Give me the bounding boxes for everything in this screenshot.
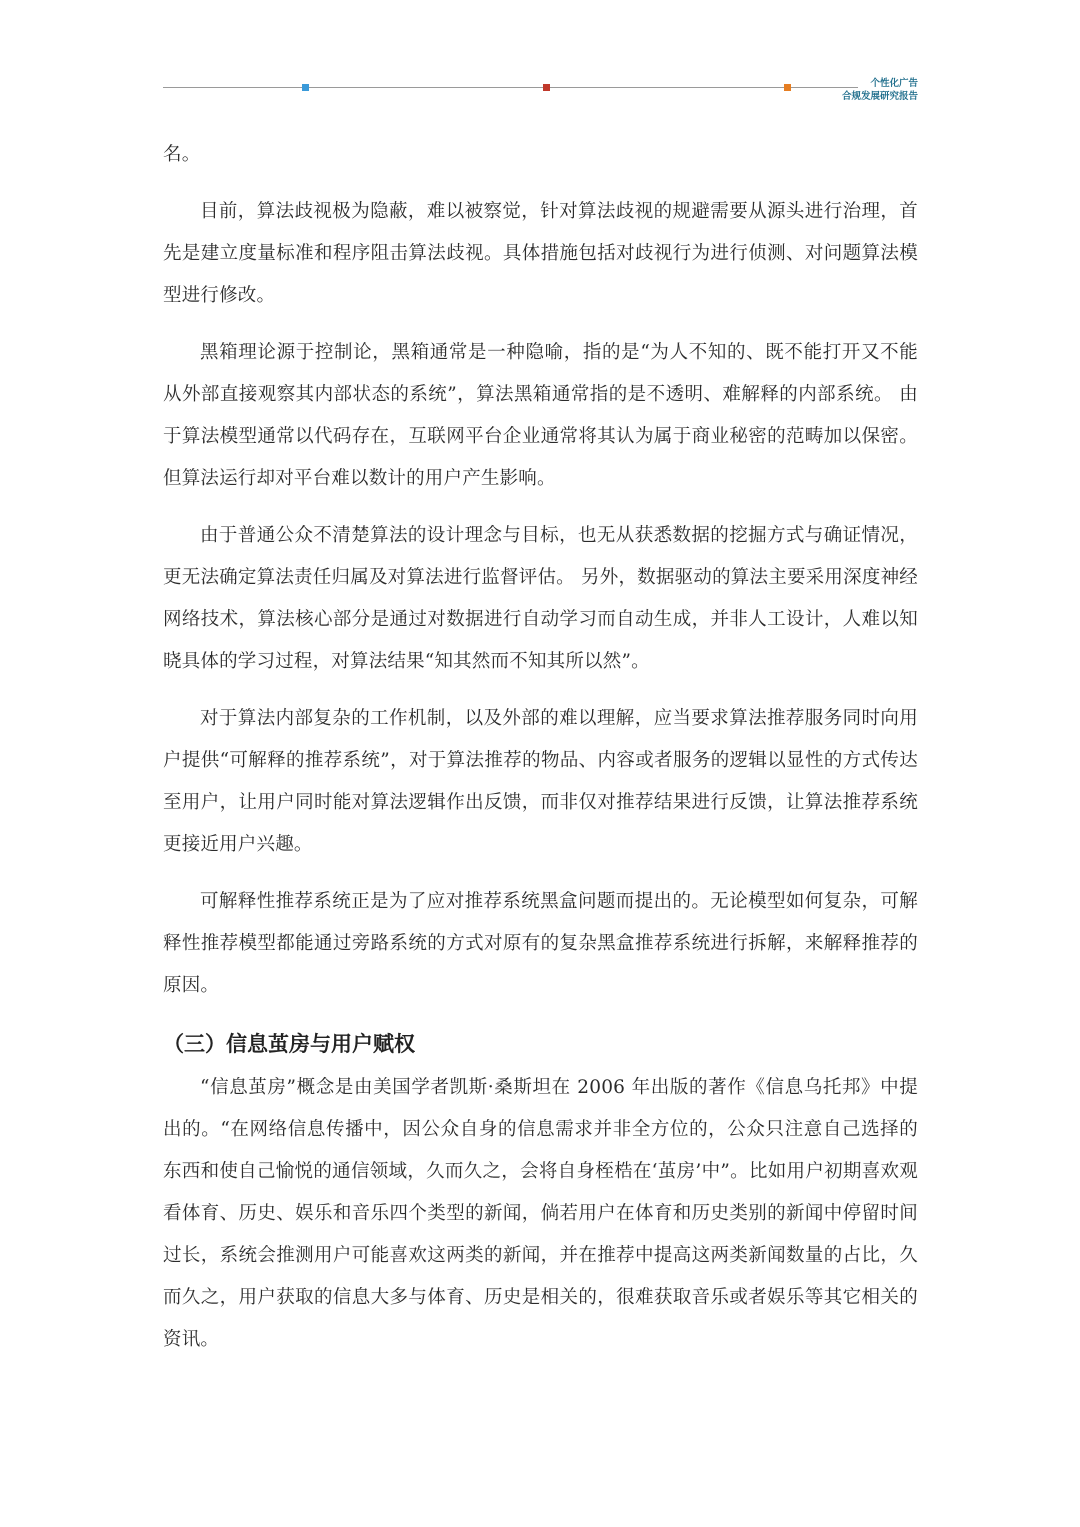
paragraph-explainable-recommendation: 对于算法内部复杂的工作机制，以及外部的难以理解，应当要求算法推荐服务同时向用户提供“可解释的推荐系统”，对于算法推荐的物品、内容或者服务的逻辑以显性的方式传达至用户，让用户同时能对算法逻辑作出反馈，而非仅对推荐结果进行反馈，让算法推荐系统更接近用户兴趣。 — [163, 708, 918, 855]
paragraph-explainable-system: 可解释性推荐系统正是为了应对推荐系统黑盒问题而提出的。无论模型如何复杂，可解释性推荐模型都能通过旁路系统的方式对原有的复杂黑盒推荐系统进行拆解，来解释推荐的原因。 — [163, 891, 918, 996]
section-heading: （三）信息茧房与用户赋权 — [163, 1032, 415, 1056]
paragraph-information-cocoon: “信息茧房”概念是由美国学者凯斯·桑斯坦在 2006 年出版的著作《信息乌托邦》中提出的。“在网络信息传播中，因公众自身的信息需求并非全方位的，公众只注意自己选择的东西和使自己愉悦的通信领域，久而久之，会将自身桎梏在‘茧房’中”。比如用户初期喜欢观看体育、历史、娱乐和音乐四个类型的新闻，倘若用户在体育和历史类别的新闻中停留时间过长，系统会推测用户可能喜欢这两类的新闻，并在推荐中提高这两类新闻数量的占比，久而久之，用户获取的信息大多与体育、历史是相关的，很难获取音乐或者娱乐等其它相关的资讯。 — [163, 1077, 918, 1350]
header-rule — [163, 87, 858, 88]
header-marker-blue — [302, 84, 309, 91]
report-title-line1: 个性化广告 — [870, 78, 918, 89]
paragraph-public-understanding: 由于普通公众不清楚算法的设计理念与目标，也无从获悉数据的挖掘方式与确证情况，更无法确定算法责任归属及对算法进行监督评估。 另外，数据驱动的算法主要采用深度神经网络技术，算法核心部分是通过对数据进行自动学习而自动生成，并非人工设计，人难以知晓具体的学习过程，对算法结果“知其然而不知其所以然”。 — [163, 525, 918, 672]
header-marker-red — [543, 84, 550, 91]
page-header — [0, 0, 1080, 120]
header-marker-orange — [784, 84, 791, 91]
paragraph-black-box-theory: 黑箱理论源于控制论，黑箱通常是一种隐喻，指的是“为人不知的、既不能打开又不能从外部直接观察其内部状态的系统”，算法黑箱通常指的是不透明、难解释的内部系统。 由于算法模型通常以代码存在，互联网平台企业通常将其认为属于商业秘密的范畴加以保密。但算法运行却对平台难以数计的用户产生影响。 — [163, 342, 918, 489]
report-title — [828, 77, 918, 103]
paragraph-algorithm-discrimination: 目前，算法歧视极为隐蔽，难以被察觉，针对算法歧视的规避需要从源头进行治理，首先是建立度量标准和程序阻击算法歧视。具体措施包括对歧视行为进行侦测、对问题算法模型进行修改。 — [163, 201, 918, 306]
report-title-line2: 合规发展研究报告 — [841, 91, 918, 102]
paragraph-continuation: 名。 — [163, 144, 201, 165]
document-body — [163, 134, 918, 1361]
